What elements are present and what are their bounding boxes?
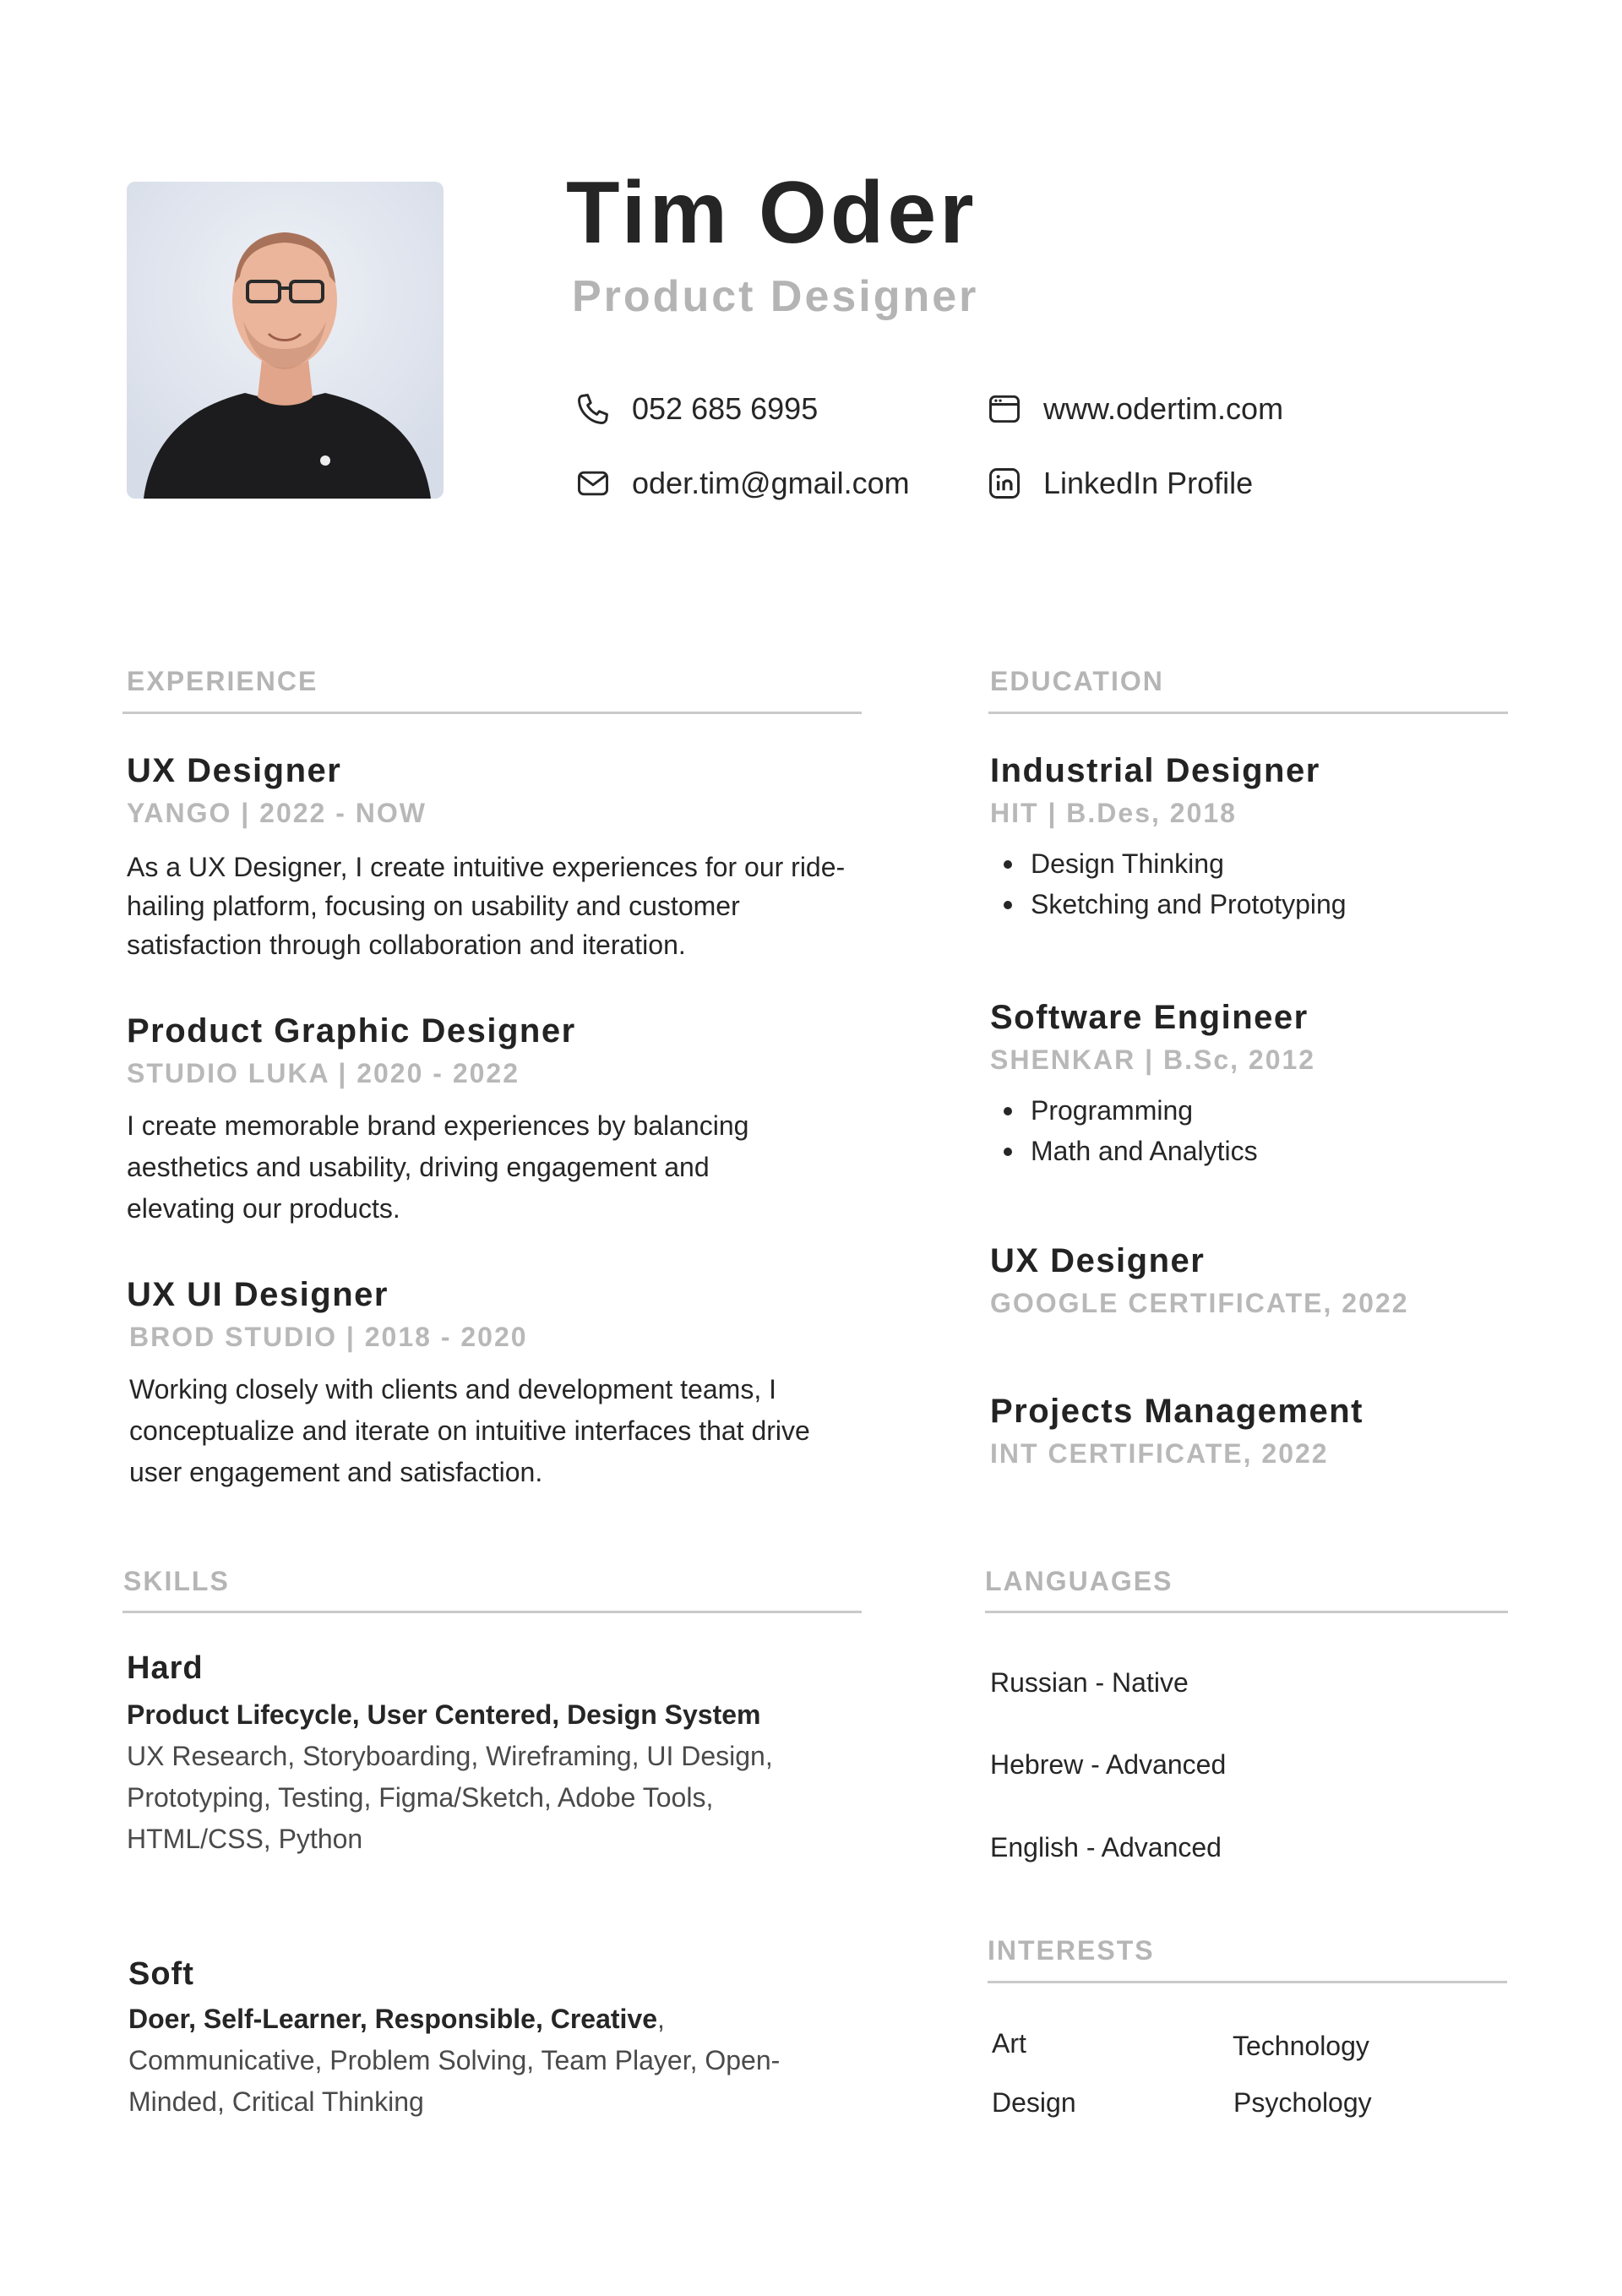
experience-item-3-title: UX UI Designer <box>127 1276 389 1313</box>
education-item-1-title: Industrial Designer <box>990 752 1320 789</box>
experience-item-1-desc: As a UX Designer, I create intuitive experiences for our ride-hailing platform, focusing on usability and customer satisfaction through collaboration and iteration. <box>127 852 846 960</box>
education-divider <box>988 712 1508 714</box>
contact-website[interactable] <box>986 390 1283 428</box>
interest-item: Psychology <box>1233 2087 1372 2118</box>
experience-item-3-desc: Working closely with clients and development teams, I conceptualize and iterate on intuitive interfaces that drive user engagement and satisfaction. <box>129 1374 810 1487</box>
interests-divider <box>988 1981 1507 1983</box>
phone-icon <box>574 390 612 428</box>
interest-item: Technology <box>1233 2031 1369 2061</box>
experience-item-1-title: UX Designer <box>127 752 342 789</box>
contact-linkedin[interactable] <box>986 465 1253 502</box>
phone-number: 052 685 6995 <box>632 391 819 426</box>
candidate-name: Tim Oder <box>566 164 977 262</box>
language-item: Hebrew - Advanced <box>990 1749 1227 1780</box>
education-item-3-sub: GOOGLE CERTIFICATE, 2022 <box>990 1288 1409 1318</box>
education-item-2-title: Software Engineer <box>990 999 1309 1036</box>
experience-item-2-sub: STUDIO LUKA | 2020 - 2022 <box>127 1058 520 1088</box>
education-item-4-sub: INT CERTIFICATE, 2022 <box>990 1438 1329 1469</box>
languages-divider <box>985 1611 1508 1613</box>
candidate-role: Product Designer <box>572 272 979 321</box>
experience-item-2-title: Product Graphic Designer <box>127 1012 576 1050</box>
education-item-2-sub: SHENKAR | B.Sc, 2012 <box>990 1044 1316 1075</box>
language-item: Russian - Native <box>990 1667 1189 1698</box>
skills-divider <box>122 1611 862 1613</box>
linkedin-icon <box>986 465 1023 502</box>
skills-heading: SKILLS <box>123 1566 230 1596</box>
experience-divider <box>122 712 862 714</box>
skills-hard-secondary: UX Research, Storyboarding, Wireframing, UI Design, Prototyping, Testing, Figma/Sketch, Adobe Tools, HTML/CSS, Python <box>127 1741 773 1854</box>
education-item-4-title: Projects Management <box>990 1393 1363 1430</box>
interest-item: Art <box>992 2028 1026 2059</box>
experience-heading: EXPERIENCE <box>127 666 318 696</box>
list-item: Programming <box>990 1090 1258 1131</box>
person-portrait-icon <box>127 182 444 499</box>
skills-soft-heading: Soft <box>128 1956 194 1992</box>
education-heading: EDUCATION <box>990 666 1164 696</box>
interest-item: Design <box>992 2087 1076 2118</box>
interests-heading: INTERESTS <box>988 1935 1155 1966</box>
mail-icon <box>574 465 612 502</box>
linkedin-link: LinkedIn Profile <box>1043 466 1254 500</box>
list-item: Sketching and Prototyping <box>990 884 1347 924</box>
skills-soft-text <box>128 1999 821 2123</box>
contact-email[interactable] <box>574 465 910 502</box>
website-link: www.odertim.com <box>1043 391 1284 426</box>
language-item: English - Advanced <box>990 1832 1222 1862</box>
skills-soft-primary: Doer, Self-Learner, Responsible, Creative <box>128 2004 658 2034</box>
education-item-2-list <box>990 1090 1258 1171</box>
languages-heading: LANGUAGES <box>985 1566 1173 1596</box>
experience-item-1-sub: YANGO | 2022 - NOW <box>127 798 427 828</box>
skills-hard-text <box>127 1694 819 1860</box>
education-item-1-sub: HIT | B.Des, 2018 <box>990 798 1237 828</box>
education-item-1-list <box>990 843 1347 924</box>
list-item: Math and Analytics <box>990 1131 1258 1171</box>
browser-icon <box>986 390 1023 428</box>
skills-hard-heading: Hard <box>127 1650 204 1686</box>
list-item: Design Thinking <box>990 843 1347 884</box>
email-address: oder.tim@gmail.com <box>632 466 910 500</box>
experience-item-3-sub: BROD STUDIO | 2018 - 2020 <box>129 1322 528 1352</box>
contact-phone[interactable] <box>574 390 818 428</box>
experience-item-2-desc: I create memorable brand experiences by balancing aesthetics and usability, driving engagement and elevating our products. <box>127 1110 749 1224</box>
profile-photo <box>127 182 444 499</box>
skills-soft-secondary: , Communicative, Problem Solving, Team Player, Open-Minded, Critical Thinking <box>128 2004 781 2117</box>
skills-hard-primary: Product Lifecycle, User Centered, Design System <box>127 1699 761 1730</box>
education-item-3-title: UX Designer <box>990 1242 1206 1279</box>
